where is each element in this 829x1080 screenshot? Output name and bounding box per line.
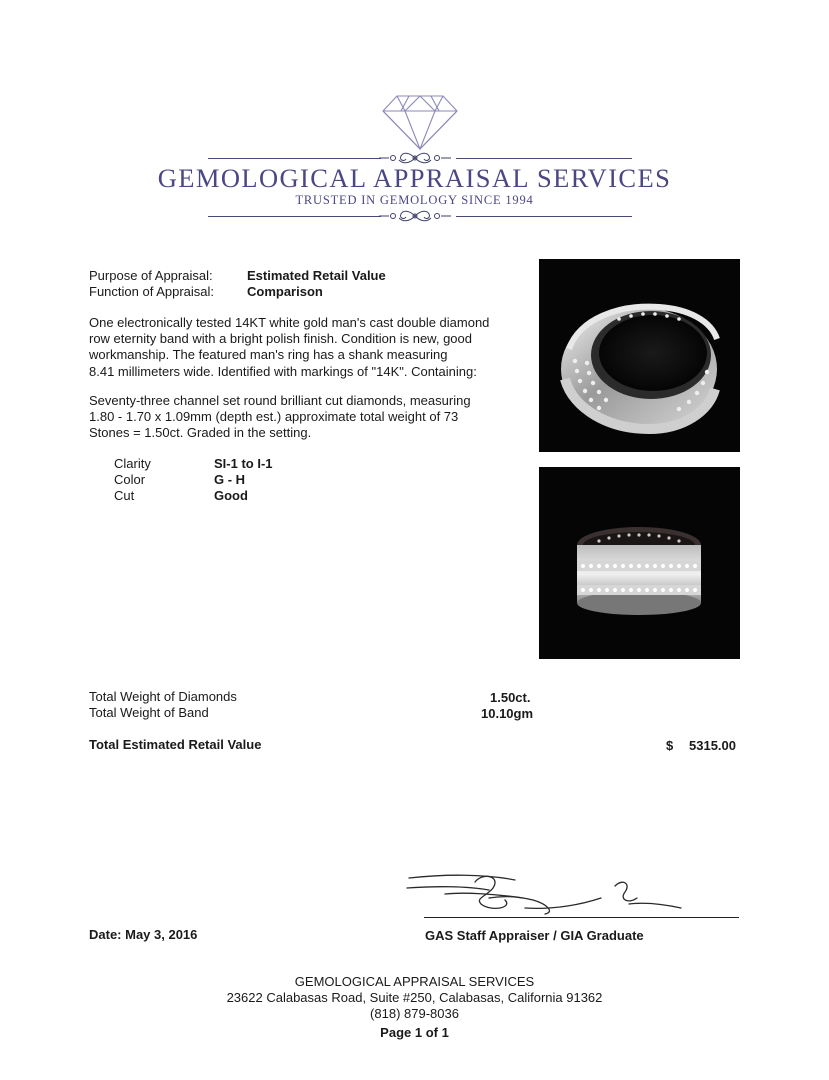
signature-line (424, 917, 739, 918)
clarity-label: Clarity (114, 456, 151, 471)
diamond-line: Seventy-three channel set round brilliant cut diamonds, measuring (89, 393, 471, 408)
item-description (89, 315, 489, 380)
band-weight-value: 10.10gm (481, 706, 534, 721)
currency-symbol: $ (666, 738, 674, 753)
signer-title: GAS Staff Appraiser / GIA Graduate (425, 928, 644, 943)
header-rule-bottom-left (208, 216, 381, 217)
ring-photo-front (539, 467, 740, 659)
retail-value-label: Total Estimated Retail Value (89, 737, 262, 752)
purpose-label: Purpose of Appraisal: (89, 268, 213, 283)
diamond-line: Stones = 1.50ct. Graded in the setting. (89, 425, 312, 441)
description-line: row eternity band with a bright polish finish. Condition is new, good (89, 331, 472, 347)
band-weight-label: Total Weight of Band (89, 705, 209, 720)
page-number: Page 1 of 1 (380, 1025, 449, 1040)
footer-address: 23622 Calabasas Road, Suite #250, Calabasas, California 91362 (226, 990, 603, 1005)
function-label: Function of Appraisal: (89, 284, 215, 299)
appraisal-date: Date: May 3, 2016 (89, 927, 198, 942)
description-line: 8.41 millimeters wide. Identified with markings of "14K". Containing: (89, 363, 477, 379)
ring-photo-angled (539, 259, 740, 452)
company-name: GEMOLOGICAL APPRAISAL SERVICES (157, 163, 672, 193)
color-value: G - H (214, 472, 246, 487)
footer-phone: (818) 879-8036 (370, 1006, 459, 1021)
diamond-outline-icon (381, 93, 459, 151)
purpose-value: Estimated Retail Value (247, 268, 386, 283)
ring-angled-image (539, 259, 740, 452)
header-rule-bottom-right (456, 216, 632, 217)
scroll-ornament-icon (375, 208, 455, 224)
header-rule-top-right (456, 158, 632, 159)
company-tagline: TRUSTED IN GEMOLOGY SINCE 1994 (295, 193, 534, 207)
retail-value: 5315.00 (689, 738, 736, 753)
diamond-weight-value: 1.50ct. (490, 690, 531, 705)
appraiser-signature (405, 868, 695, 923)
header-rule-top-left (208, 158, 381, 159)
ring-front-image (539, 467, 740, 659)
description-line: workmanship. The featured man's ring has a shank measuring (89, 347, 448, 363)
diamond-weight-label: Total Weight of Diamonds (89, 689, 237, 704)
cut-value: Good (214, 488, 248, 503)
clarity-value: SI-1 to I-1 (214, 456, 273, 471)
diamond-line: 1.80 - 1.70 x 1.09mm (depth est.) approximate total weight of 73 (89, 409, 459, 425)
footer-company: GEMOLOGICAL APPRAISAL SERVICES (294, 974, 535, 989)
color-label: Color (114, 472, 146, 487)
description-line: One electronically tested 14KT white gold man's cast double diamond (89, 315, 490, 330)
cut-label: Cut (114, 488, 135, 503)
diamond-description (89, 393, 471, 442)
function-value: Comparison (247, 284, 323, 299)
